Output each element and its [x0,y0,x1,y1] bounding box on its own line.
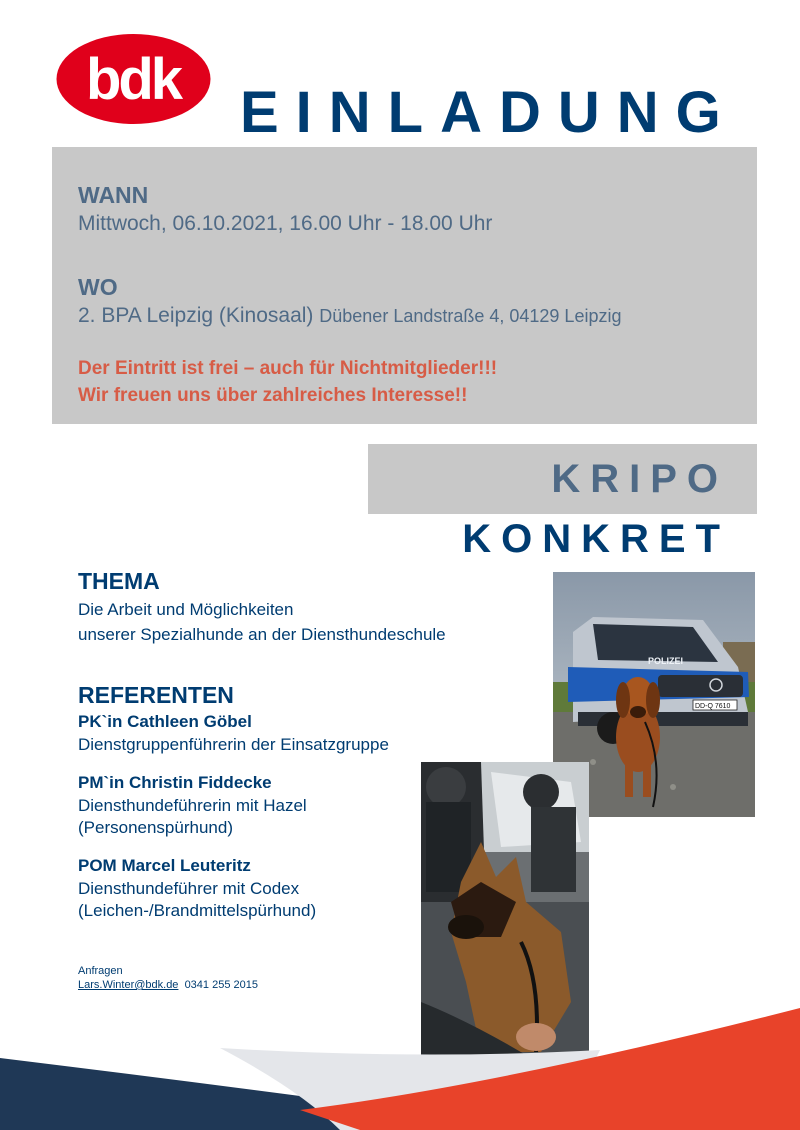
contact-email-link[interactable]: Lars.Winter@bdk.de [78,979,179,991]
where-address: Dübener Landstraße 4, 04129 Leipzig [319,306,622,326]
topic-line-1: Die Arbeit und Möglichkeiten [78,600,294,619]
free-entry-note: Der Eintritt ist frei – auch für Nichtmitglieder!!! [78,358,498,379]
welcome-note: Wir freuen uns über zahlreiches Interesse!! [78,385,468,406]
page-title: EINLADUNG [240,80,738,145]
topic-line-2: unserer Spezialhunde an der Diensthundeschule [78,625,446,644]
where-label: WO [78,274,118,300]
when-label: WANN [78,182,149,208]
speaker-1-role: Dienstgruppenführerin der Einsatzgruppe [78,735,389,754]
where-venue: 2. BPA Leipzig (Kinosaal) [78,304,314,327]
footer-decoration [0,990,800,1130]
bdk-logo [56,33,211,125]
contact-label: Anfragen [78,965,123,977]
speaker-2-role: Diensthundeführerin mit Hazel [78,796,307,815]
konkret-heading: KONKRET [462,517,730,561]
speaker-3-role-detail: (Leichen-/Brandmittelspürhund) [78,901,317,920]
contact-phone: 0341 255 2015 [184,979,258,991]
topic-label: THEMA [78,568,160,594]
where-value [78,303,621,329]
car-label: POLIZEI [648,656,684,666]
when-value: Mittwoch, 06.10.2021, 16.00 Uhr - 18.00 Uhr [78,212,493,235]
speaker-1-name: PK`in Cathleen Göbel [78,712,252,731]
logo-text: bdk [85,47,181,112]
speaker-3-name: POM Marcel Leuteritz [78,856,251,875]
speaker-2-name: PM`in Christin Fiddecke [78,773,272,792]
speaker-3-role: Diensthundeführer mit Codex [78,879,300,898]
kripo-heading: KRIPO [551,457,728,501]
speakers-label: REFERENTEN [78,682,234,708]
car-plate: DD-Q 7610 [695,703,731,710]
speaker-2-role-detail: (Personenspürhund) [78,818,233,837]
